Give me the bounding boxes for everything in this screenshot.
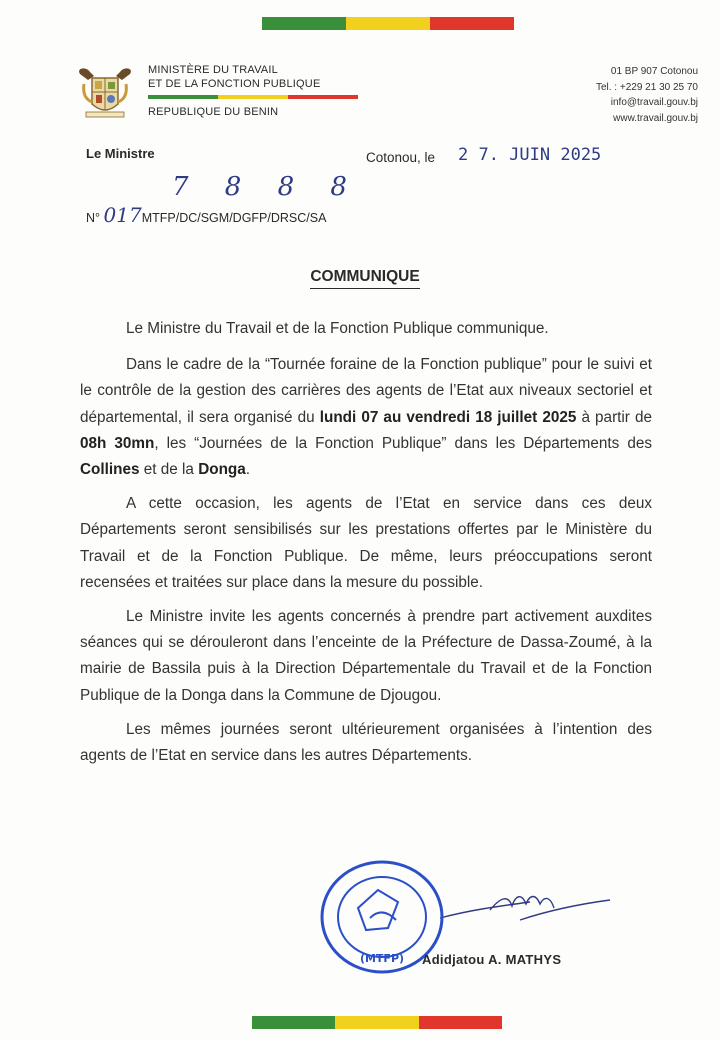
paragraph-4: Le Ministre invite les agents concernés à prendre part activement auxdites séances qui se dérouleront dans l’enceinte de la Préfecture de Dassa-Zoumé, à la mairie de Bassila puis à la Direction Départementale du Travail et de la Fonction Publique de la Donga dans la Commune de Djougou. <box>80 608 652 704</box>
country-name: REPUBLIQUE DU BENIN <box>148 106 279 118</box>
ministry-name-line1: MINISTÈRE DU TRAVAIL <box>148 64 278 76</box>
document-body <box>80 316 652 777</box>
paragraph-1: Le Ministre du Travail et de la Fonction Publique communique. <box>126 320 549 337</box>
sender-label: Le Ministre <box>86 146 155 161</box>
document-title-wrap <box>0 268 720 289</box>
flag-green <box>262 17 346 30</box>
ref-handwritten-number: 017 <box>103 203 142 227</box>
reference-number <box>86 203 326 227</box>
signatory-name: Adidjatou A. MATHYS <box>422 952 562 967</box>
handwritten-signature-icon <box>430 880 620 930</box>
handwritten-annotation: 7 8 8 8 <box>172 172 361 202</box>
flag-yellow <box>346 17 430 30</box>
ministry-header <box>148 63 358 119</box>
ref-prefix: N° <box>86 211 101 225</box>
contact-email: info@travail.gouv.bj <box>610 97 698 108</box>
flag-bar-bottom <box>252 1016 502 1029</box>
flag-red <box>430 17 514 30</box>
paragraph-2: Dans le cadre de la “Tournée foraine de la Fonction publique” pour le suivi et le contrôle de la gestion des carrières des agents de l’Etat aux niveaux sectoriel et départemental, il sera organisé du lundi 07 au vendredi 18 juillet 2025 à partir de 08h 30mn, les “Journées de la Fonction Publique” dans les Départements des Collines et de la Donga. <box>80 356 652 479</box>
city-prefix: Cotonou, le <box>366 150 436 165</box>
ministry-name-line2: ET DE LA FONCTION PUBLIQUE <box>148 78 321 90</box>
flag-bar-top <box>262 17 514 30</box>
contact-website: www.travail.gouv.bj <box>613 112 698 124</box>
benin-coat-of-arms-icon <box>74 64 136 122</box>
contact-address: 01 BP 907 Cotonou <box>610 66 698 77</box>
paragraph-3: A cette occasion, les agents de l’Etat en service dans ces deux Départements seront sensibilisés sur les prestations offertes par le Ministère du Travail et de la Fonction Publique. De même, leurs préoccupations seront recensées et traitées sur place dans la mesure du possible. <box>80 495 652 591</box>
handwritten-date: 2 7. JUIN 2025 <box>458 145 602 165</box>
contact-block <box>596 64 698 126</box>
ref-code: MTFP/DC/SGM/DGFP/DRSC/SA <box>141 211 327 225</box>
contact-tel: Tel. : +229 21 30 25 70 <box>595 81 698 93</box>
header-flag-stripe <box>148 95 358 99</box>
svg-text:(MTFP): (MTFP) <box>359 952 405 965</box>
paragraph-5: Les mêmes journées seront ultérieurement organisées à l’intention des agents de l’Etat en service dans les autres Départements. <box>80 720 652 765</box>
document-title: COMMUNIQUE <box>310 268 419 289</box>
